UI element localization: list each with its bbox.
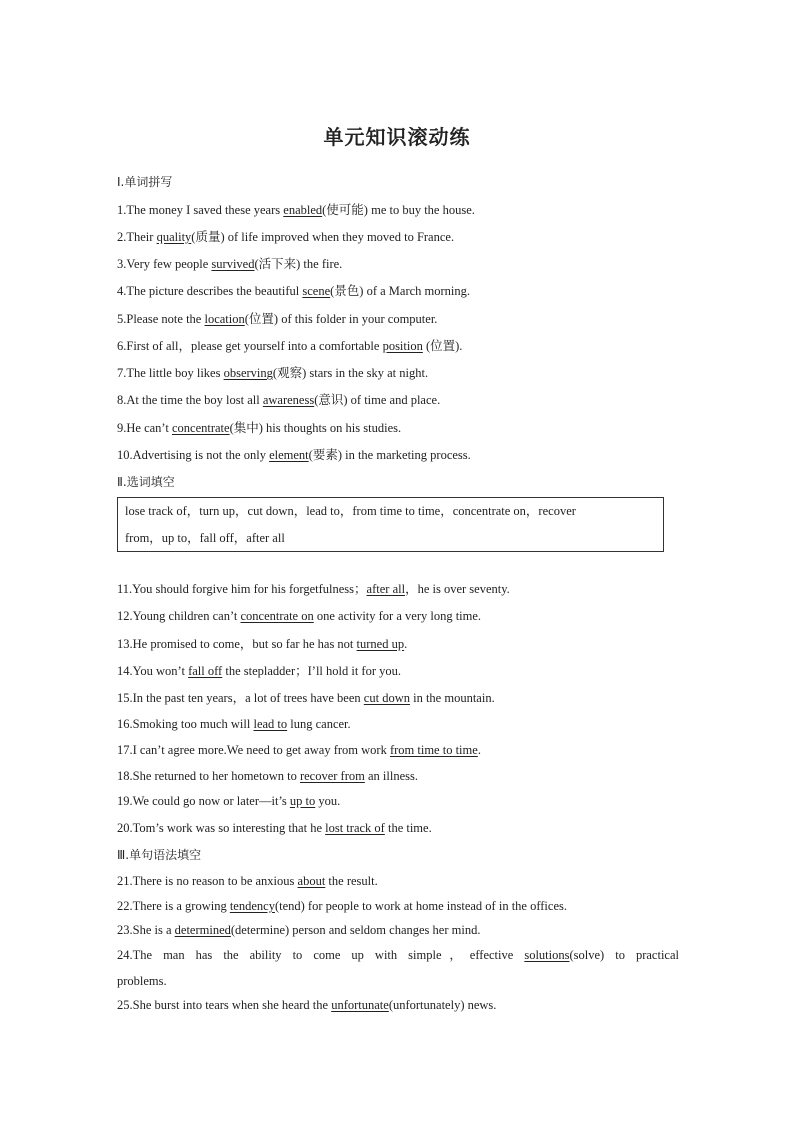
answer: concentrate on: [240, 609, 314, 623]
exercise-item: 8.At the time the boy lost all awareness(意识) of time and place.: [117, 393, 441, 407]
exercise-item: 6.First of all，please get yourself into a comfortable position (位置).: [117, 339, 463, 353]
exercise-item: 23.She is a determined(determine) person and seldom changes her mind.: [117, 923, 481, 937]
exercise-item: 18.She returned to her hometown to recover from an illness.: [117, 769, 418, 783]
exercise-item: 17.I can’t agree more.We need to get away from work from time to time.: [117, 743, 481, 757]
word-bank-line: lose track of，turn up，cut down，lead to，from time to time，concentrate on，recover: [125, 504, 576, 518]
answer: position: [382, 339, 423, 353]
answer: lost track of: [325, 821, 385, 835]
answer: observing: [223, 366, 273, 380]
answer: quality: [156, 230, 192, 244]
answer: tendency: [229, 899, 275, 913]
answer: fall off: [188, 664, 223, 678]
answer: after all: [366, 582, 406, 596]
answer: survived: [211, 257, 255, 271]
exercise-item: 5.Please note the location(位置) of this folder in your computer.: [117, 312, 438, 326]
answer: up to: [289, 794, 316, 808]
exercise-item: 20.Tom’s work was so interesting that he lost track of the time.: [117, 821, 432, 835]
answer: about: [297, 874, 326, 888]
exercise-item: 10.Advertising is not the only element(要素) in the marketing process.: [117, 448, 471, 462]
exercise-item: 12.Young children can’t concentrate on one activity for a very long time.: [117, 609, 482, 623]
page-title: 单元知识滚动练: [323, 125, 471, 149]
exercise-item: 13.He promised to come，but so far he has not turned up.: [117, 637, 408, 651]
word-bank-box: [117, 497, 664, 552]
exercise-item: 22.There is a growing tendency(tend) for people to work at home instead of in the offices.: [117, 899, 567, 913]
answer: awareness: [262, 393, 315, 407]
answer: scene: [302, 284, 331, 298]
exercise-item-continuation: problems.: [117, 974, 167, 988]
exercise-item: 3.Very few people survived(活下来) the fire.: [117, 257, 343, 271]
section-heading-spelling: Ⅰ.单词拼写: [117, 175, 173, 189]
exercise-item: 1.The money I saved these years enabled(使可能) me to buy the house.: [117, 203, 475, 217]
exercise-item: 25.She burst into tears when she heard the unfortunate(unfortunately) news.: [117, 998, 497, 1012]
answer: turned up: [356, 637, 405, 651]
exercise-item: 11.You should forgive him for his forgetfulness；after all，he is over seventy.: [117, 582, 510, 596]
exercise-item: 7.The little boy likes observing(观察) stars in the sky at night.: [117, 366, 429, 380]
answer: concentrate: [171, 421, 230, 435]
answer: enabled: [283, 203, 323, 217]
exercise-item: 24.The man has the ability to come up with simple，effective solutions(solve) to practical: [117, 948, 679, 962]
exercise-item: 4.The picture describes the beautiful scene(景色) of a March morning.: [117, 284, 471, 298]
section-heading-word-choice: Ⅱ.选词填空: [117, 475, 175, 489]
exercise-item: 16.Smoking too much will lead to lung cancer.: [117, 717, 351, 731]
section-heading-grammar-fill: Ⅲ.单句语法填空: [117, 848, 202, 862]
word-bank-line: from，up to，fall off，after all: [125, 531, 285, 545]
exercise-item: 21.There is no reason to be anxious about the result.: [117, 874, 378, 888]
answer: location: [204, 312, 245, 326]
answer: determined: [174, 923, 231, 937]
exercise-item: 15.In the past ten years，a lot of trees have been cut down in the mountain.: [117, 691, 495, 705]
answer: element: [269, 448, 309, 462]
exercise-item: 14.You won’t fall off the stepladder；I’ll hold it for you.: [117, 664, 402, 678]
exercise-item: 9.He can’t concentrate(集中) his thoughts on his studies.: [117, 421, 402, 435]
answer: cut down: [363, 691, 410, 705]
answer: unfortunate: [331, 998, 389, 1012]
answer: solutions: [524, 948, 570, 962]
answer: recover from: [299, 769, 365, 783]
exercise-item: 19.We could go now or later—it’s up to you.: [117, 794, 341, 808]
answer: lead to: [253, 717, 288, 731]
exercise-item: 2.Their quality(质量) of life improved when they moved to France.: [117, 230, 455, 244]
answer: from time to time: [389, 743, 478, 757]
